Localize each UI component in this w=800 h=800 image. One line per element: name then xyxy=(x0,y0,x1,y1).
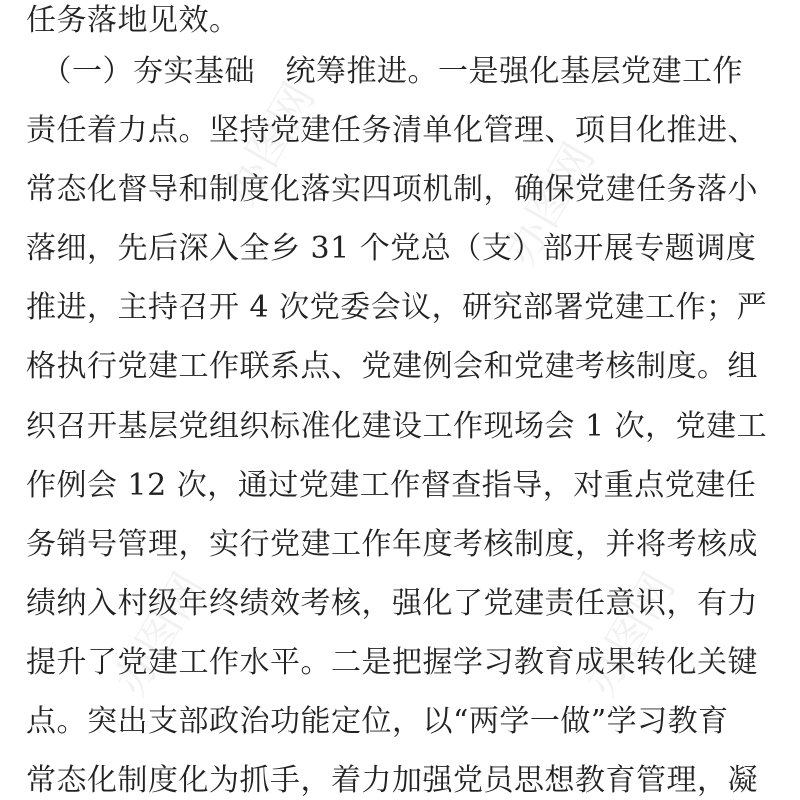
text-line: （一）夯实基础 统筹推进。一是强化基层党建工作 xyxy=(26,54,743,89)
text-line: 务销号管理，实行党建工作年度考核制度，并将考核成 xyxy=(26,526,758,562)
text-line: 绩纳入村级年终绩效考核，强化了党建责任意识，有力 xyxy=(26,585,758,621)
watermark: 办图网 xyxy=(494,134,605,275)
text-line: 落细，先后深入全乡 31 个党总（支）部开展专题调度 xyxy=(26,231,757,267)
watermark: 办图网 xyxy=(574,564,685,705)
watermark: 办图网 xyxy=(214,74,325,215)
text-line: 点。突出支部政治功能定位，以“两学一做”学习教育 xyxy=(26,704,729,740)
text-line: 任务落地见效。 xyxy=(26,3,240,38)
text-line: 责任着力点。坚持党建任务清单化管理、项目化推进、 xyxy=(26,113,758,149)
text-line: 织召开基层党组织标准化建设工作现场会 1 次，党建工 xyxy=(26,408,768,444)
body-text xyxy=(26,0,786,800)
text-line: 格执行党建工作联系点、党建例会和党建考核制度。组 xyxy=(26,349,758,385)
text-line: 作例会 12 次，通过党建工作督查指导，对重点党建任 xyxy=(26,467,757,503)
text-line: 提升了党建工作水平。二是把握学习教育成果转化关键 xyxy=(26,644,758,680)
text-line: 常态化督导和制度化落实四项机制，确保党建任务落小 xyxy=(26,172,758,208)
text-line: 推进，主持召开 4 次党委会议，研究部署党建工作；严 xyxy=(26,290,768,326)
watermark: 办图网 xyxy=(104,564,215,705)
text-line: 常态化制度化为抓手，着力加强党员思想教育管理，凝 xyxy=(26,763,758,799)
